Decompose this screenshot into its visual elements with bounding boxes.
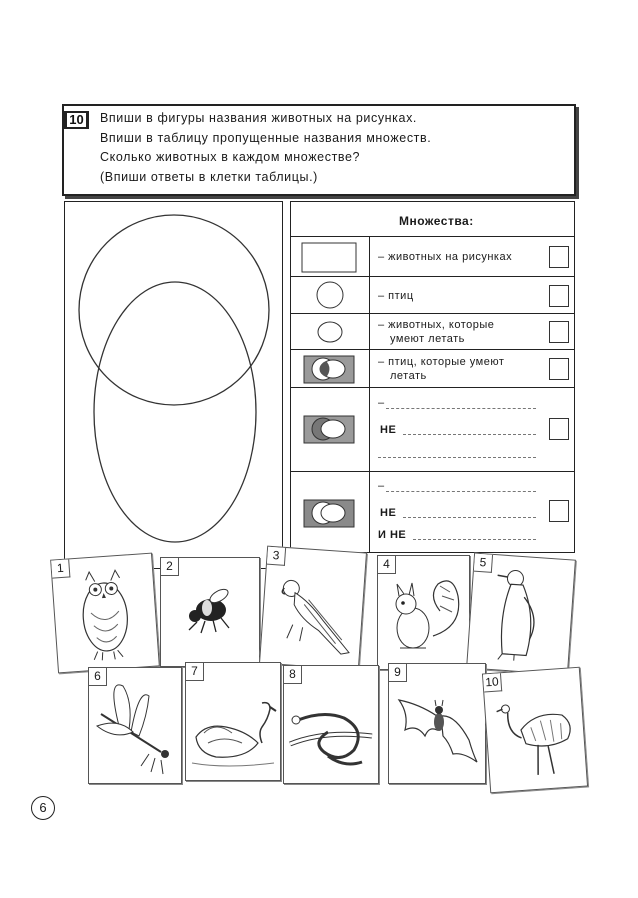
card-number: 10 [483, 673, 502, 692]
animal-card-snake[interactable] [283, 665, 379, 784]
animal-card-owl[interactable] [50, 553, 160, 674]
task-instructions [100, 109, 560, 187]
animal-card-bat[interactable] [388, 663, 486, 784]
row-label: – животных на рисунках [378, 251, 513, 263]
answer-box[interactable] [549, 358, 569, 380]
card-number: 9 [389, 664, 407, 682]
ellipse-icon [291, 314, 369, 350]
table-header: Множества: [399, 214, 474, 228]
venn-diagram-frame[interactable] [64, 201, 283, 569]
table-row [291, 471, 574, 553]
venn-outer-circle[interactable] [79, 215, 269, 405]
i-ne-label: И НЕ [378, 529, 407, 541]
dash: – [378, 480, 385, 492]
difference-icon [291, 388, 369, 472]
animal-card-swan[interactable] [185, 662, 281, 781]
complement-icon [291, 472, 369, 553]
answer-box[interactable] [549, 285, 569, 307]
venn-inner-ellipse[interactable] [94, 282, 256, 542]
circle-icon [291, 277, 369, 314]
answer-box[interactable] [549, 246, 569, 268]
row-label: – птиц [378, 290, 414, 302]
fill-line[interactable] [403, 434, 536, 435]
sets-table [290, 201, 575, 553]
task-line: Впиши в таблицу пропущенные названия множеств. [100, 130, 432, 145]
venn-diagram [65, 202, 282, 568]
animal-card-squirrel[interactable] [377, 555, 470, 670]
row-label-cont: летать [390, 370, 427, 382]
task-line: (Впиши ответы в клетки таблицы.) [100, 169, 318, 184]
animal-card-dragonfly[interactable] [88, 667, 182, 784]
card-number: 7 [186, 663, 204, 681]
rectangle-icon [291, 237, 369, 277]
fill-line[interactable] [386, 491, 536, 492]
table-row [291, 236, 574, 277]
card-number: 4 [378, 556, 396, 574]
task-number: 10 [64, 111, 89, 129]
task-line: Впиши в фигуры названия животных на рисунках. [100, 111, 417, 125]
table-row [291, 313, 574, 350]
page-number: 6 [31, 796, 55, 820]
card-number: 5 [474, 554, 493, 573]
task-line: Сколько животных в каждом множестве? [100, 150, 361, 164]
fill-line[interactable] [413, 539, 536, 540]
table-row [291, 276, 574, 314]
animal-card-ostrich[interactable] [482, 667, 588, 794]
animal-card-parrot[interactable] [259, 546, 367, 671]
fill-line[interactable] [386, 408, 536, 409]
row-label: – животных, которые [378, 319, 495, 331]
table-row [291, 349, 574, 388]
intersection-icon [291, 350, 369, 388]
card-number: 8 [284, 666, 302, 684]
animal-card-penguin[interactable] [466, 553, 576, 676]
table-row [291, 387, 574, 472]
fill-line[interactable] [378, 457, 536, 458]
answer-box[interactable] [549, 418, 569, 440]
ne-label: НЕ [380, 424, 397, 436]
card-number: 1 [51, 559, 70, 578]
answer-box[interactable] [549, 500, 569, 522]
fill-line[interactable] [403, 517, 536, 518]
card-number: 3 [267, 547, 286, 566]
answer-box[interactable] [549, 321, 569, 343]
ne-label: НЕ [380, 507, 397, 519]
dash: – [378, 397, 385, 409]
row-label: – птиц, которые умеют [378, 356, 505, 368]
card-number: 6 [89, 668, 107, 686]
card-number: 2 [161, 558, 179, 576]
row-label-cont: умеют летать [390, 333, 465, 345]
animal-card-bumblebee[interactable] [160, 557, 260, 667]
